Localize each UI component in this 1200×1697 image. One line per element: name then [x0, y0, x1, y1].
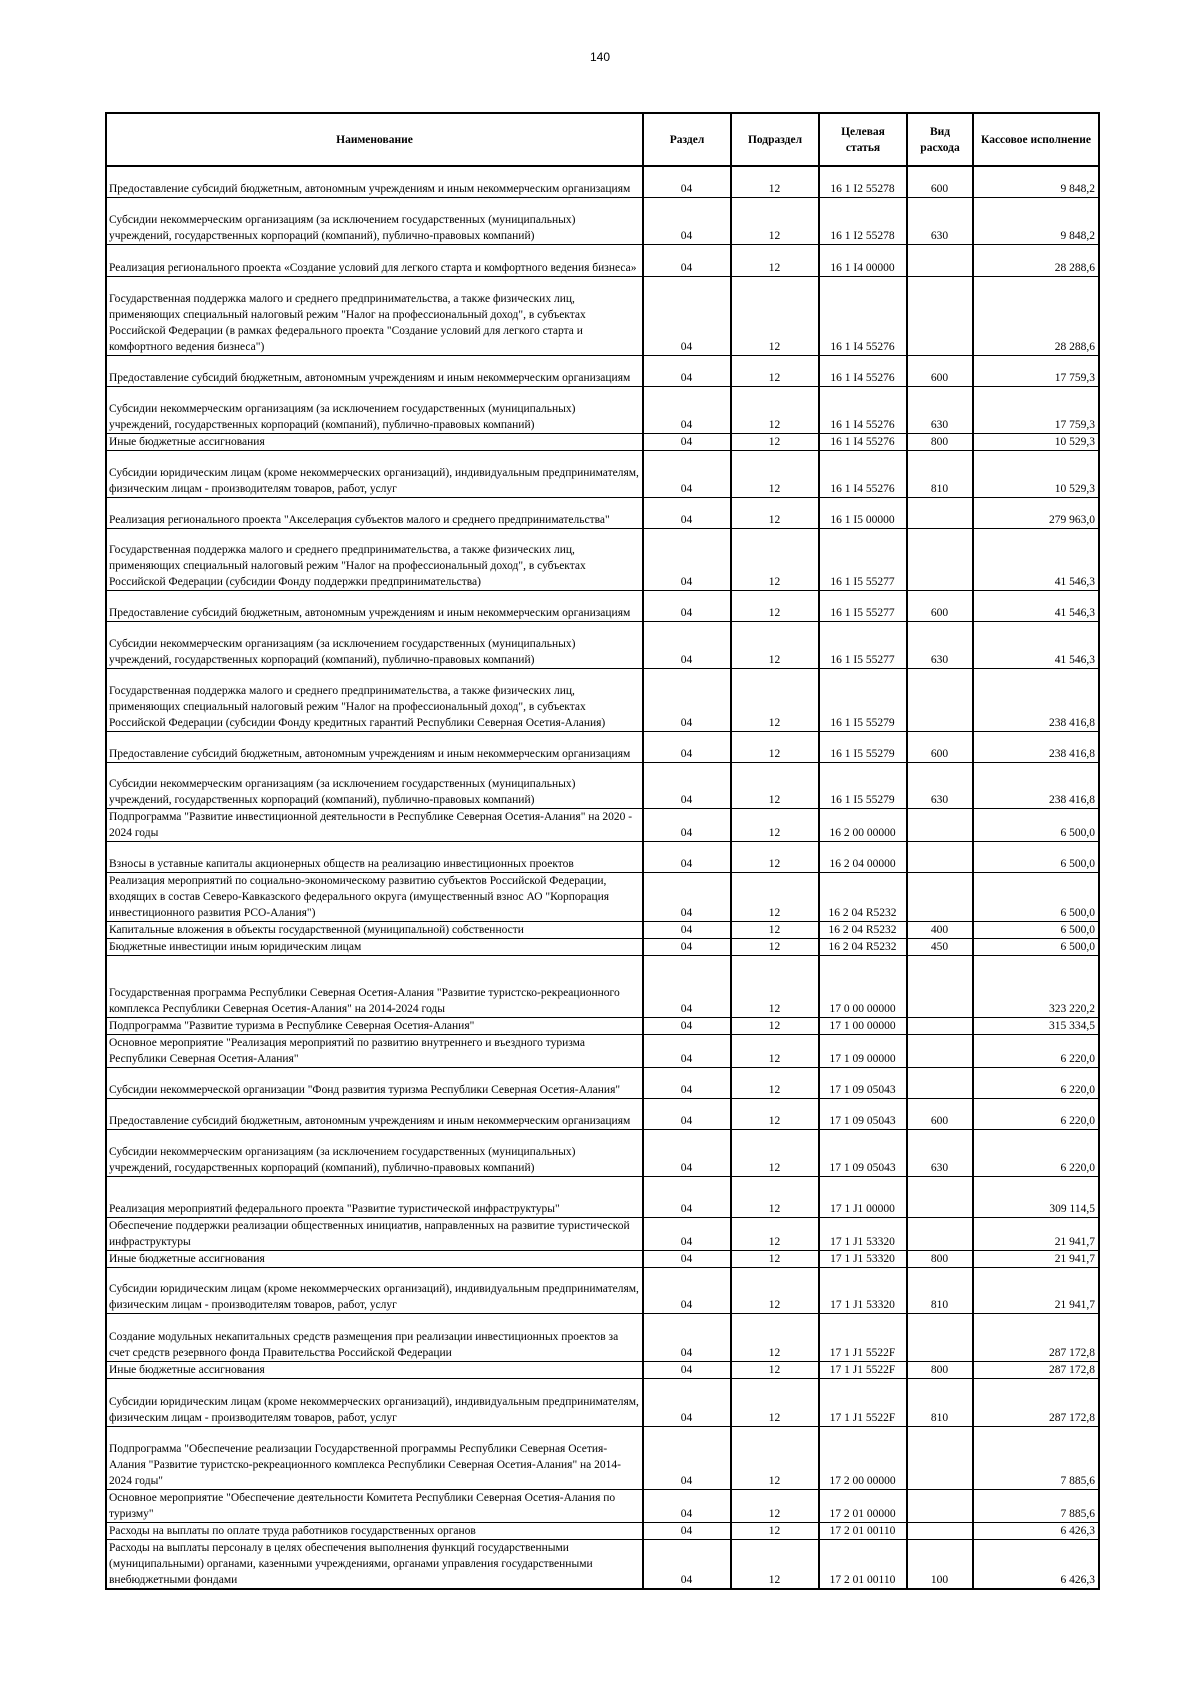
row-expense-type-cell: 800: [907, 1250, 973, 1267]
row-amount-cell: 41 546,3: [973, 528, 1099, 590]
row-name-cell: Предоставление субсидий бюджетным, автономным учреждениям и иным некоммерческим организациям: [106, 590, 643, 621]
row-target-cell: 16 1 I4 55276: [819, 450, 907, 497]
row-subsection-cell: 12: [731, 244, 819, 276]
row-name-cell: Государственная программа Республики Северная Осетия-Алания "Развитие туристско-рекреационного комплекса Республики Северная Осетия-Алания" на 2014-2024 годы: [106, 955, 643, 1017]
row-section-cell: 04: [643, 497, 731, 528]
row-amount-cell: 6 220,0: [973, 1098, 1099, 1129]
row-section-cell: 04: [643, 1034, 731, 1067]
row-name-cell: Расходы на выплаты персоналу в целях обеспечения выполнения функций государственными (муниципальными) органами, казенными учреждениями, органами управления государственными внебюджетными фондами: [106, 1539, 643, 1589]
row-section-cell: 04: [643, 621, 731, 668]
row-target-cell: 16 1 I5 55279: [819, 731, 907, 762]
row-expense-type-cell: [907, 1426, 973, 1489]
table-row: [106, 1217, 1099, 1250]
table-row: [106, 808, 1099, 841]
row-amount-cell: 41 546,3: [973, 590, 1099, 621]
row-expense-type-cell: 630: [907, 197, 973, 244]
budget-table: [105, 112, 1100, 1590]
row-section-cell: 04: [643, 386, 731, 433]
row-amount-cell: 287 172,8: [973, 1361, 1099, 1378]
table-row: [106, 841, 1099, 872]
row-target-cell: 17 1 00 00000: [819, 1017, 907, 1034]
row-target-cell: 16 1 I4 00000: [819, 244, 907, 276]
row-target-cell: 16 2 04 R5232: [819, 938, 907, 955]
row-expense-type-cell: 600: [907, 590, 973, 621]
row-subsection-cell: 12: [731, 731, 819, 762]
row-amount-cell: 287 172,8: [973, 1313, 1099, 1361]
row-section-cell: 04: [643, 1217, 731, 1250]
row-amount-cell: 6 500,0: [973, 872, 1099, 921]
row-name-cell: Субсидии некоммерческим организациям (за исключением государственных (муниципальных) учреждений, государственных корпораций (компаний), публично-правовых компаний): [106, 621, 643, 668]
table-row: [106, 1176, 1099, 1217]
row-target-cell: 16 1 I5 55277: [819, 528, 907, 590]
table-row: [106, 244, 1099, 276]
table-row: [106, 1426, 1099, 1489]
row-amount-cell: 6 500,0: [973, 808, 1099, 841]
table-row: [106, 197, 1099, 244]
row-expense-type-cell: [907, 841, 973, 872]
row-expense-type-cell: 630: [907, 1129, 973, 1176]
row-subsection-cell: 12: [731, 497, 819, 528]
row-name-cell: Реализация регионального проекта «Создание условий для легкого старта и комфортного ведения бизнеса»: [106, 244, 643, 276]
row-target-cell: 16 1 I5 00000: [819, 497, 907, 528]
row-name-cell: Основное мероприятие "Реализация мероприятий по развитию внутреннего и въездного туризма Республики Северная Осетия-Алания": [106, 1034, 643, 1067]
row-amount-cell: 6 500,0: [973, 938, 1099, 955]
row-target-cell: 17 2 01 00110: [819, 1522, 907, 1539]
row-name-cell: Реализация мероприятий по социально-экономическому развитию субъектов Российской Федерации, входящих в состав Северо-Кавказского федерального округа (имущественный взнос АО "Корпорация инвестиционного развития РСО-Алания"): [106, 872, 643, 921]
row-section-cell: 04: [643, 1361, 731, 1378]
table-row: [106, 1017, 1099, 1034]
table-row: [106, 1539, 1099, 1589]
row-subsection-cell: 12: [731, 450, 819, 497]
row-amount-cell: 6 500,0: [973, 841, 1099, 872]
row-expense-type-cell: 800: [907, 433, 973, 450]
row-name-cell: Субсидии некоммерческим организациям (за исключением государственных (муниципальных) учреждений, государственных корпораций (компаний), публично-правовых компаний): [106, 197, 643, 244]
row-name-cell: Реализация мероприятий федерального проекта "Развитие туристической инфраструктуры": [106, 1176, 643, 1217]
row-name-cell: Субсидии некоммерческой организации "Фонд развития туризма Республики Северная Осетия-Алания": [106, 1067, 643, 1098]
row-section-cell: 04: [643, 276, 731, 355]
table-row: [106, 590, 1099, 621]
row-target-cell: 17 1 J1 5522F: [819, 1378, 907, 1426]
row-section-cell: 04: [643, 197, 731, 244]
row-amount-cell: 238 416,8: [973, 762, 1099, 808]
row-subsection-cell: 12: [731, 1313, 819, 1361]
row-expense-type-cell: [907, 1034, 973, 1067]
table-row: [106, 955, 1099, 1017]
table-body: [106, 166, 1099, 1589]
table-row: [106, 1267, 1099, 1313]
row-subsection-cell: 12: [731, 386, 819, 433]
row-subsection-cell: 12: [731, 1250, 819, 1267]
row-target-cell: 16 1 I2 55278: [819, 197, 907, 244]
row-target-cell: 16 1 I5 55277: [819, 590, 907, 621]
header-expense-type: Вид расхода: [907, 113, 973, 166]
row-subsection-cell: 12: [731, 872, 819, 921]
row-target-cell: 17 1 J1 53320: [819, 1217, 907, 1250]
row-expense-type-cell: 810: [907, 450, 973, 497]
row-subsection-cell: 12: [731, 1267, 819, 1313]
row-target-cell: 17 1 09 05043: [819, 1067, 907, 1098]
row-section-cell: 04: [643, 166, 731, 197]
table-row: [106, 1313, 1099, 1361]
row-name-cell: Государственная поддержка малого и среднего предпринимательства, а также физических лиц, применяющих специальный налоговый режим "Налог на профессиональный доход", в субъектах Российской Федерации (субсидии Фонду кредитных гарантий Республики Северная Осетия-Алания): [106, 668, 643, 731]
row-name-cell: Бюджетные инвестиции иным юридическим лицам: [106, 938, 643, 955]
row-subsection-cell: 12: [731, 668, 819, 731]
row-section-cell: 04: [643, 1522, 731, 1539]
row-expense-type-cell: [907, 1489, 973, 1522]
table-row: [106, 731, 1099, 762]
row-amount-cell: 17 759,3: [973, 386, 1099, 433]
row-name-cell: Обеспечение поддержки реализации общественных инициатив, направленных на развитие туристической инфраструктуры: [106, 1217, 643, 1250]
table-row: [106, 938, 1099, 955]
table-row: [106, 1361, 1099, 1378]
row-target-cell: 17 2 01 00000: [819, 1489, 907, 1522]
row-section-cell: 04: [643, 1539, 731, 1589]
row-section-cell: 04: [643, 955, 731, 1017]
row-expense-type-cell: [907, 1217, 973, 1250]
table-row: [106, 1034, 1099, 1067]
row-name-cell: Подпрограмма "Развитие туризма в Республике Северная Осетия-Алания": [106, 1017, 643, 1034]
row-target-cell: 16 1 I2 55278: [819, 166, 907, 197]
table-row: [106, 621, 1099, 668]
row-section-cell: 04: [643, 841, 731, 872]
row-amount-cell: 309 114,5: [973, 1176, 1099, 1217]
row-section-cell: 04: [643, 450, 731, 497]
row-name-cell: Субсидии юридическим лицам (кроме некоммерческих организаций), индивидуальным предпринимателям, физическим лицам - производителям товаров, работ, услуг: [106, 1267, 643, 1313]
table-row: [106, 762, 1099, 808]
table-row: [106, 355, 1099, 386]
row-name-cell: Предоставление субсидий бюджетным, автономным учреждениям и иным некоммерческим организациям: [106, 166, 643, 197]
row-target-cell: 16 1 I5 55277: [819, 621, 907, 668]
row-amount-cell: 6 220,0: [973, 1129, 1099, 1176]
row-target-cell: 16 1 I4 55276: [819, 433, 907, 450]
row-name-cell: Субсидии некоммерческим организациям (за исключением государственных (муниципальных) учреждений, государственных корпораций (компаний), публично-правовых компаний): [106, 386, 643, 433]
row-amount-cell: 238 416,8: [973, 668, 1099, 731]
row-section-cell: 04: [643, 668, 731, 731]
row-section-cell: 04: [643, 1267, 731, 1313]
table-row: [106, 276, 1099, 355]
row-section-cell: 04: [643, 244, 731, 276]
row-section-cell: 04: [643, 1378, 731, 1426]
row-name-cell: Создание модульных некапитальных средств размещения при реализации инвестиционных проектов за счет средств резервного фонда Правительства Российской Федерации: [106, 1313, 643, 1361]
row-target-cell: 16 2 04 R5232: [819, 921, 907, 938]
row-amount-cell: 10 529,3: [973, 433, 1099, 450]
row-amount-cell: 315 334,5: [973, 1017, 1099, 1034]
row-amount-cell: 21 941,7: [973, 1217, 1099, 1250]
row-subsection-cell: 12: [731, 197, 819, 244]
row-expense-type-cell: [907, 1522, 973, 1539]
table-row: [106, 1378, 1099, 1426]
row-section-cell: 04: [643, 1489, 731, 1522]
row-target-cell: 17 1 J1 5522F: [819, 1361, 907, 1378]
table-row: [106, 921, 1099, 938]
row-expense-type-cell: [907, 872, 973, 921]
row-expense-type-cell: 600: [907, 166, 973, 197]
row-amount-cell: 287 172,8: [973, 1378, 1099, 1426]
row-expense-type-cell: [907, 1313, 973, 1361]
table-row: [106, 1522, 1099, 1539]
row-name-cell: Иные бюджетные ассигнования: [106, 1250, 643, 1267]
table-row: [106, 166, 1099, 197]
row-expense-type-cell: [907, 1067, 973, 1098]
row-expense-type-cell: 600: [907, 355, 973, 386]
row-name-cell: Капитальные вложения в объекты государственной (муниципальной) собственности: [106, 921, 643, 938]
table-row: [106, 872, 1099, 921]
row-expense-type-cell: [907, 528, 973, 590]
row-amount-cell: 10 529,3: [973, 450, 1099, 497]
row-target-cell: 17 1 09 05043: [819, 1129, 907, 1176]
row-name-cell: Иные бюджетные ассигнования: [106, 1361, 643, 1378]
row-section-cell: 04: [643, 433, 731, 450]
row-subsection-cell: 12: [731, 1489, 819, 1522]
row-amount-cell: 21 941,7: [973, 1250, 1099, 1267]
row-expense-type-cell: 630: [907, 621, 973, 668]
row-name-cell: Субсидии юридическим лицам (кроме некоммерческих организаций), индивидуальным предпринимателям, физическим лицам - производителям товаров, работ, услуг: [106, 450, 643, 497]
header-target: Целевая статья: [819, 113, 907, 166]
row-subsection-cell: 12: [731, 938, 819, 955]
row-name-cell: Предоставление субсидий бюджетным, автономным учреждениям и иным некоммерческим организациям: [106, 731, 643, 762]
row-subsection-cell: 12: [731, 1378, 819, 1426]
row-subsection-cell: 12: [731, 1034, 819, 1067]
row-amount-cell: 28 288,6: [973, 276, 1099, 355]
row-expense-type-cell: 800: [907, 1361, 973, 1378]
table-row: [106, 1067, 1099, 1098]
row-subsection-cell: 12: [731, 433, 819, 450]
row-target-cell: 17 1 J1 5522F: [819, 1313, 907, 1361]
row-subsection-cell: 12: [731, 1539, 819, 1589]
table-row: [106, 1250, 1099, 1267]
row-section-cell: 04: [643, 1098, 731, 1129]
header-name: Наименование: [106, 113, 643, 166]
row-section-cell: 04: [643, 528, 731, 590]
row-expense-type-cell: [907, 1176, 973, 1217]
row-subsection-cell: 12: [731, 166, 819, 197]
row-amount-cell: 6 220,0: [973, 1067, 1099, 1098]
row-section-cell: 04: [643, 872, 731, 921]
row-name-cell: Государственная поддержка малого и среднего предпринимательства, а также физических лиц, применяющих специальный налоговый режим "Налог на профессиональный доход", в субъектах Российской Федерации (субсидии Фонду поддержки предпринимательства): [106, 528, 643, 590]
header-subsection: Подраздел: [731, 113, 819, 166]
row-expense-type-cell: 600: [907, 731, 973, 762]
row-section-cell: 04: [643, 1426, 731, 1489]
row-subsection-cell: 12: [731, 1361, 819, 1378]
row-subsection-cell: 12: [731, 528, 819, 590]
row-target-cell: 16 2 04 00000: [819, 841, 907, 872]
row-expense-type-cell: 630: [907, 762, 973, 808]
row-target-cell: 17 1 J1 53320: [819, 1250, 907, 1267]
row-subsection-cell: 12: [731, 1426, 819, 1489]
row-expense-type-cell: [907, 497, 973, 528]
table-row: [106, 450, 1099, 497]
row-section-cell: 04: [643, 355, 731, 386]
row-target-cell: 17 2 01 00110: [819, 1539, 907, 1589]
row-target-cell: 16 1 I4 55276: [819, 276, 907, 355]
row-amount-cell: 279 963,0: [973, 497, 1099, 528]
table-row: [106, 1129, 1099, 1176]
row-name-cell: Реализация регионального проекта "Акселерация субъектов малого и среднего предпринимательства": [106, 497, 643, 528]
row-name-cell: Субсидии некоммерческим организациям (за исключением государственных (муниципальных) учреждений, государственных корпораций (компаний), публично-правовых компаний): [106, 762, 643, 808]
row-section-cell: 04: [643, 921, 731, 938]
header-section: Раздел: [643, 113, 731, 166]
row-amount-cell: 17 759,3: [973, 355, 1099, 386]
row-subsection-cell: 12: [731, 1217, 819, 1250]
row-amount-cell: 6 426,3: [973, 1539, 1099, 1589]
row-section-cell: 04: [643, 762, 731, 808]
row-amount-cell: 9 848,2: [973, 197, 1099, 244]
row-section-cell: 04: [643, 938, 731, 955]
table-header-row: [106, 113, 1099, 166]
row-expense-type-cell: 600: [907, 1098, 973, 1129]
row-expense-type-cell: [907, 668, 973, 731]
row-target-cell: 16 1 I5 55279: [819, 762, 907, 808]
row-expense-type-cell: 810: [907, 1378, 973, 1426]
row-target-cell: 16 1 I4 55276: [819, 355, 907, 386]
row-amount-cell: 28 288,6: [973, 244, 1099, 276]
row-section-cell: 04: [643, 1250, 731, 1267]
row-name-cell: Предоставление субсидий бюджетным, автономным учреждениям и иным некоммерческим организациям: [106, 355, 643, 386]
row-expense-type-cell: 630: [907, 386, 973, 433]
row-subsection-cell: 12: [731, 276, 819, 355]
header-amount: Кассовое исполнение: [973, 113, 1099, 166]
table-row: [106, 433, 1099, 450]
row-target-cell: 16 1 I5 55279: [819, 668, 907, 731]
row-subsection-cell: 12: [731, 841, 819, 872]
row-expense-type-cell: 810: [907, 1267, 973, 1313]
table-row: [106, 1098, 1099, 1129]
row-target-cell: 17 1 09 05043: [819, 1098, 907, 1129]
table-row: [106, 668, 1099, 731]
row-name-cell: Государственная поддержка малого и среднего предпринимательства, а также физических лиц, применяющих специальный налоговый режим "Налог на профессиональный доход", в субъектах Российской Федерации (в рамках федерального проекта "Создание условий для легкого старта и комфортного ведения бизнеса"): [106, 276, 643, 355]
table-row: [106, 497, 1099, 528]
row-target-cell: 16 2 00 00000: [819, 808, 907, 841]
row-name-cell: Подпрограмма "Обеспечение реализации Государственной программы Республики Северная Осетия-Алания "Развитие туристско-рекреационного комплекса Республики Северная Осетия-Алания" на 2014-2024 годы": [106, 1426, 643, 1489]
row-section-cell: 04: [643, 1067, 731, 1098]
table-row: [106, 386, 1099, 433]
row-expense-type-cell: 450: [907, 938, 973, 955]
row-expense-type-cell: [907, 244, 973, 276]
row-name-cell: Иные бюджетные ассигнования: [106, 433, 643, 450]
row-name-cell: Субсидии некоммерческим организациям (за исключением государственных (муниципальных) учреждений, государственных корпораций (компаний), публично-правовых компаний): [106, 1129, 643, 1176]
row-target-cell: 17 0 00 00000: [819, 955, 907, 1017]
row-subsection-cell: 12: [731, 621, 819, 668]
row-expense-type-cell: [907, 276, 973, 355]
table-row: [106, 528, 1099, 590]
row-amount-cell: 21 941,7: [973, 1267, 1099, 1313]
row-subsection-cell: 12: [731, 1129, 819, 1176]
row-section-cell: 04: [643, 808, 731, 841]
row-section-cell: 04: [643, 731, 731, 762]
row-name-cell: Взносы в уставные капиталы акционерных обществ на реализацию инвестиционных проектов: [106, 841, 643, 872]
row-amount-cell: 9 848,2: [973, 166, 1099, 197]
row-name-cell: Основное мероприятие "Обеспечение деятельности Комитета Республики Северная Осетия-Алания по туризму": [106, 1489, 643, 1522]
row-target-cell: 17 1 09 00000: [819, 1034, 907, 1067]
row-expense-type-cell: 100: [907, 1539, 973, 1589]
row-section-cell: 04: [643, 1129, 731, 1176]
row-expense-type-cell: [907, 1017, 973, 1034]
row-name-cell: Предоставление субсидий бюджетным, автономным учреждениям и иным некоммерческим организациям: [106, 1098, 643, 1129]
row-expense-type-cell: 400: [907, 921, 973, 938]
row-amount-cell: 7 885,6: [973, 1426, 1099, 1489]
row-subsection-cell: 12: [731, 1067, 819, 1098]
row-target-cell: 16 1 I4 55276: [819, 386, 907, 433]
row-subsection-cell: 12: [731, 808, 819, 841]
row-section-cell: 04: [643, 1176, 731, 1217]
row-target-cell: 16 2 04 R5232: [819, 872, 907, 921]
row-amount-cell: 7 885,6: [973, 1489, 1099, 1522]
row-target-cell: 17 1 J1 00000: [819, 1176, 907, 1217]
row-name-cell: Подпрограмма "Развитие инвестиционной деятельности в Республике Северная Осетия-Алания" на 2020 - 2024 годы: [106, 808, 643, 841]
row-amount-cell: 323 220,2: [973, 955, 1099, 1017]
row-subsection-cell: 12: [731, 590, 819, 621]
row-subsection-cell: 12: [731, 355, 819, 386]
row-amount-cell: 41 546,3: [973, 621, 1099, 668]
page-number: 140: [589, 50, 611, 64]
row-target-cell: 17 1 J1 53320: [819, 1267, 907, 1313]
row-target-cell: 17 2 00 00000: [819, 1426, 907, 1489]
table-row: [106, 1489, 1099, 1522]
row-subsection-cell: 12: [731, 762, 819, 808]
row-expense-type-cell: [907, 955, 973, 1017]
row-amount-cell: 6 426,3: [973, 1522, 1099, 1539]
row-subsection-cell: 12: [731, 1522, 819, 1539]
row-subsection-cell: 12: [731, 1017, 819, 1034]
row-subsection-cell: 12: [731, 955, 819, 1017]
row-amount-cell: 238 416,8: [973, 731, 1099, 762]
row-section-cell: 04: [643, 1017, 731, 1034]
row-subsection-cell: 12: [731, 1176, 819, 1217]
row-amount-cell: 6 500,0: [973, 921, 1099, 938]
row-section-cell: 04: [643, 590, 731, 621]
row-expense-type-cell: [907, 808, 973, 841]
row-name-cell: Субсидии юридическим лицам (кроме некоммерческих организаций), индивидуальным предпринимателям, физическим лицам - производителям товаров, работ, услуг: [106, 1378, 643, 1426]
row-amount-cell: 6 220,0: [973, 1034, 1099, 1067]
row-section-cell: 04: [643, 1313, 731, 1361]
row-subsection-cell: 12: [731, 1098, 819, 1129]
row-name-cell: Расходы на выплаты по оплате труда работников государственных органов: [106, 1522, 643, 1539]
row-subsection-cell: 12: [731, 921, 819, 938]
